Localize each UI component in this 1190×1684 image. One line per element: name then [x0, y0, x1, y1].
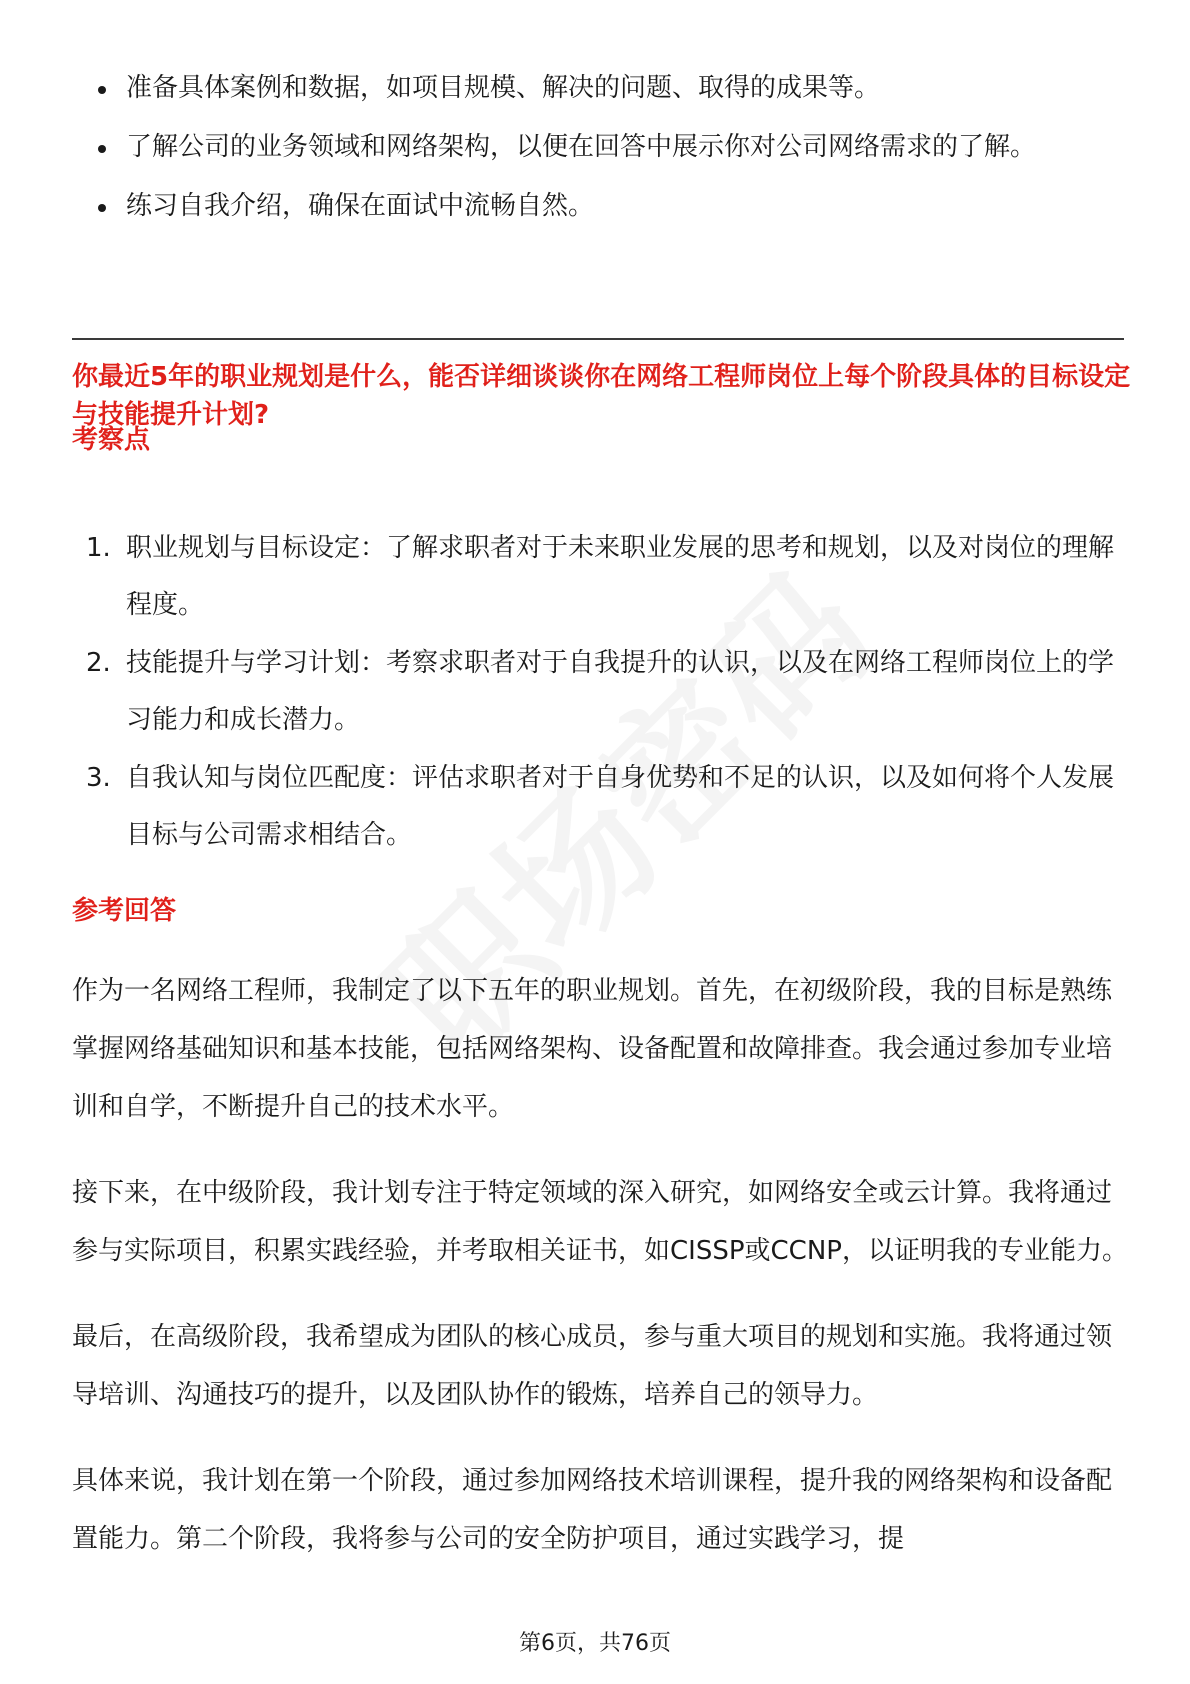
- page-footer: 第6页，共76页: [519, 1631, 671, 1656]
- answer-section-title: 参考回答: [72, 896, 177, 926]
- list-item-text: 自我认知与岗位匹配度：评估求职者对于自身优势和不足的认识，以及如何将个人发展目标与公司需求相结合。: [126, 763, 1115, 850]
- list-item: 练习自我介绍，确保在面试中流畅自然。: [72, 178, 1132, 235]
- intro-bullet-list: [72, 60, 1132, 237]
- list-item-text: 职业规划与目标设定：了解求职者对于未来职业发展的思考和规划，以及对岗位的理解程度。: [126, 533, 1115, 620]
- question-heading: 你最近5年的职业规划是什么，能否详细谈谈你在网络工程师岗位上每个阶段具体的目标设定与技能提升计划?: [72, 362, 1131, 430]
- answer-body: [72, 962, 1132, 1596]
- list-number: 3.: [86, 763, 111, 793]
- section-divider: [72, 338, 1124, 340]
- list-item: [72, 750, 1132, 864]
- list-item: 准备具体案例和数据，如项目规模、解决的问题、取得的成果等。: [72, 60, 1132, 117]
- list-item: [72, 635, 1132, 749]
- answer-paragraph: 最后，在高级阶段，我希望成为团队的核心成员，参与重大项目的规划和实施。我将通过领导培训、沟通技巧的提升，以及团队协作的锻炼，培养自己的领导力。: [72, 1322, 1113, 1410]
- list-item-text: 技能提升与学习计划：考察求职者对于自我提升的认识，以及在网络工程师岗位上的学习能力和成长潜力。: [126, 648, 1115, 735]
- list-number: 1.: [86, 533, 111, 563]
- list-item: 了解公司的业务领域和网络架构，以便在回答中展示你对公司网络需求的了解。: [72, 119, 1132, 176]
- list-item: [72, 520, 1132, 634]
- focus-list: [72, 520, 1132, 865]
- focus-section-title: 考察点: [72, 425, 151, 455]
- list-number: 2.: [86, 648, 111, 678]
- answer-paragraph: 作为一名网络工程师，我制定了以下五年的职业规划。首先，在初级阶段，我的目标是熟练掌握网络基础知识和基本技能，包括网络架构、设备配置和故障排查。我会通过参加专业培训和自学，不断提升自己的技术水平。: [72, 976, 1113, 1122]
- answer-paragraph: 具体来说，我计划在第一个阶段，通过参加网络技术培训课程，提升我的网络架构和设备配置能力。第二个阶段，我将参与公司的安全防护项目，通过实践学习，提: [72, 1466, 1113, 1554]
- answer-paragraph: 接下来，在中级阶段，我计划专注于特定领域的深入研究，如网络安全或云计算。我将通过参与实际项目，积累实践经验，并考取相关证书，如CISSP或CCNP，以证明我的专业能力。: [72, 1178, 1128, 1266]
